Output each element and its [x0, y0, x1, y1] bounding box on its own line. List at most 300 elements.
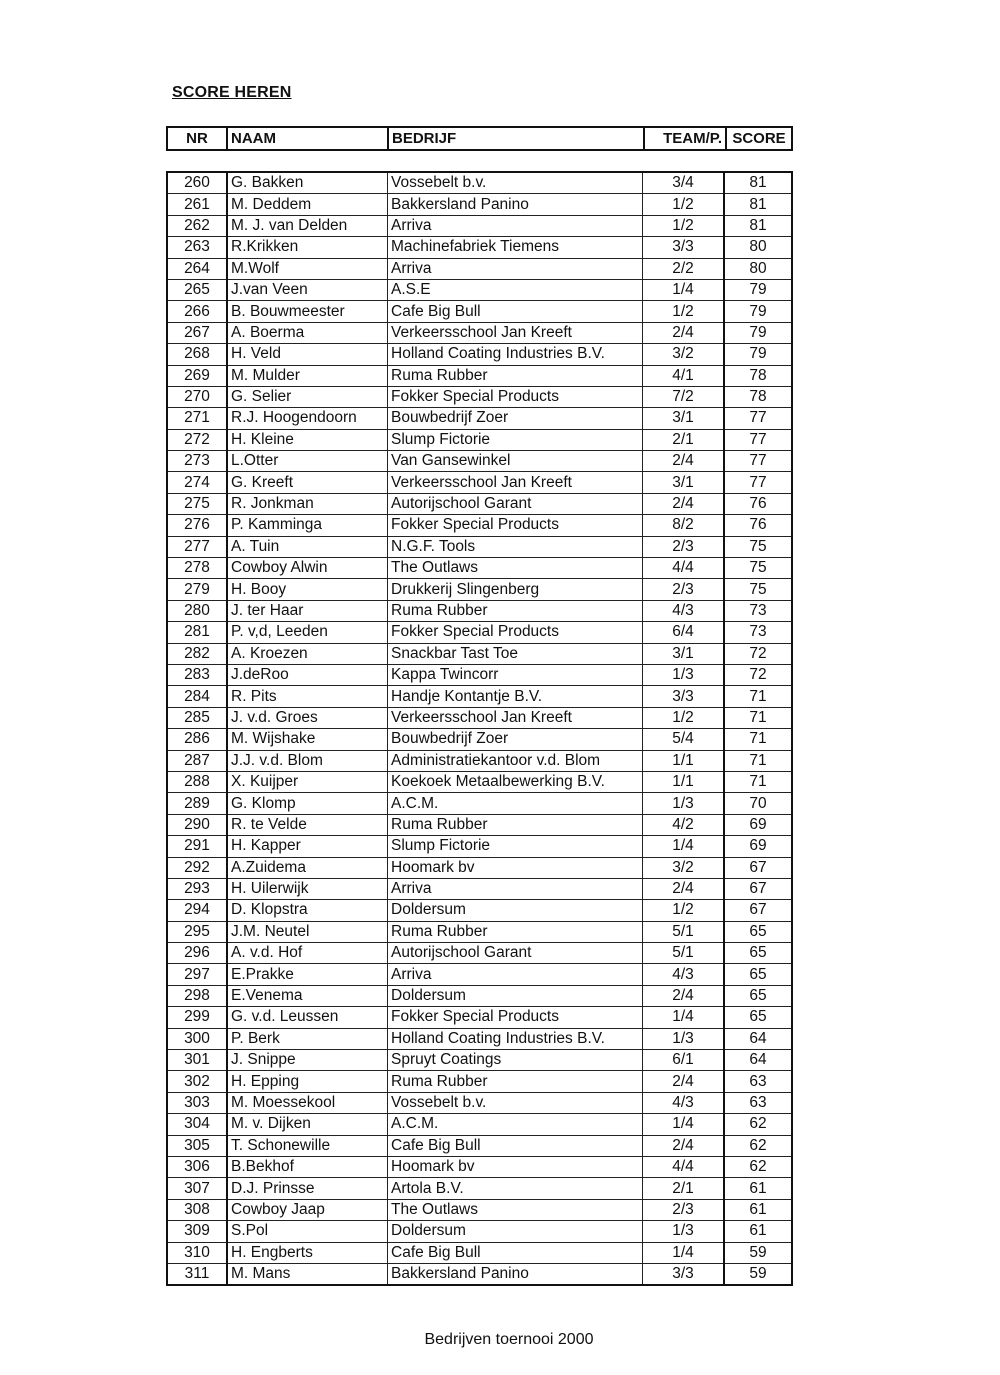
cell-nr: 262 [167, 215, 227, 236]
table-row [167, 921, 792, 942]
table-row [167, 686, 792, 707]
cell-nr: 279 [167, 579, 227, 600]
cell-team: 3/2 [643, 857, 725, 878]
cell-naam: G. v.d. Leussen [227, 1007, 388, 1028]
cell-bedrijf: A.C.M. [388, 793, 643, 814]
table-row [167, 472, 792, 493]
cell-team: 3/4 [643, 172, 725, 194]
cell-score: 81 [724, 215, 792, 236]
cell-nr: 283 [167, 664, 227, 685]
cell-team: 1/3 [643, 664, 725, 685]
cell-nr: 278 [167, 558, 227, 579]
cell-nr: 266 [167, 301, 227, 322]
cell-naam: J. Snippe [227, 1050, 388, 1071]
cell-bedrijf: Fokker Special Products [388, 1007, 643, 1028]
cell-bedrijf: Spruyt Coatings [388, 1050, 643, 1071]
table-row [167, 258, 792, 279]
cell-team: 1/3 [643, 1028, 725, 1049]
cell-naam: J. v.d. Groes [227, 707, 388, 728]
cell-bedrijf: A.S.E [388, 279, 643, 300]
cell-team: 2/3 [643, 579, 725, 600]
cell-team: 1/1 [643, 771, 725, 792]
cell-score: 75 [724, 558, 792, 579]
cell-nr: 295 [167, 921, 227, 942]
cell-bedrijf: Koekoek Metaalbewerking B.V. [388, 771, 643, 792]
cell-naam: R.Krikken [227, 237, 388, 258]
cell-nr: 289 [167, 793, 227, 814]
cell-score: 61 [724, 1221, 792, 1242]
table-row [167, 279, 792, 300]
table-row [167, 664, 792, 685]
table-row [167, 172, 792, 194]
cell-nr: 287 [167, 750, 227, 771]
table-row [167, 536, 792, 557]
cell-bedrijf: Arriva [388, 215, 643, 236]
cell-naam: M. v. Dijken [227, 1114, 388, 1135]
table-row [167, 814, 792, 835]
cell-nr: 292 [167, 857, 227, 878]
cell-nr: 288 [167, 771, 227, 792]
cell-nr: 280 [167, 600, 227, 621]
score-table-body [167, 172, 792, 1285]
table-row [167, 1114, 792, 1135]
table-row [167, 365, 792, 386]
cell-nr: 307 [167, 1178, 227, 1199]
cell-team: 4/1 [643, 365, 725, 386]
table-row [167, 943, 792, 964]
cell-score: 80 [724, 237, 792, 258]
cell-bedrijf: Snackbar Tast Toe [388, 643, 643, 664]
cell-naam: P. v,d, Leeden [227, 622, 388, 643]
cell-naam: B. Bouwmeester [227, 301, 388, 322]
table-row [167, 579, 792, 600]
cell-score: 76 [724, 515, 792, 536]
table-row [167, 237, 792, 258]
table-row [167, 429, 792, 450]
cell-score: 78 [724, 386, 792, 407]
cell-team: 4/4 [643, 1156, 725, 1177]
cell-naam: M. Wijshake [227, 729, 388, 750]
cell-naam: G. Bakken [227, 172, 388, 194]
cell-score: 61 [724, 1199, 792, 1220]
table-row [167, 836, 792, 857]
cell-bedrijf: Arriva [388, 258, 643, 279]
cell-naam: G. Klomp [227, 793, 388, 814]
cell-bedrijf: Cafe Big Bull [388, 1135, 643, 1156]
cell-nr: 273 [167, 451, 227, 472]
cell-team: 2/4 [643, 985, 725, 1006]
cell-naam: H. Uilerwijk [227, 878, 388, 899]
table-row [167, 750, 792, 771]
cell-score: 79 [724, 279, 792, 300]
cell-naam: R. Pits [227, 686, 388, 707]
cell-score: 77 [724, 451, 792, 472]
cell-naam: J. ter Haar [227, 600, 388, 621]
table-row [167, 558, 792, 579]
cell-score: 64 [724, 1028, 792, 1049]
table-row [167, 964, 792, 985]
cell-bedrijf: Bouwbedrijf Zoer [388, 729, 643, 750]
cell-score: 63 [724, 1071, 792, 1092]
cell-team: 2/4 [643, 493, 725, 514]
cell-nr: 310 [167, 1242, 227, 1263]
cell-score: 77 [724, 472, 792, 493]
cell-naam: L.Otter [227, 451, 388, 472]
cell-nr: 299 [167, 1007, 227, 1028]
cell-score: 72 [724, 643, 792, 664]
cell-score: 78 [724, 365, 792, 386]
table-row [167, 194, 792, 215]
cell-team: 4/3 [643, 600, 725, 621]
cell-score: 75 [724, 579, 792, 600]
table-row [167, 643, 792, 664]
table-row [167, 515, 792, 536]
table-row [167, 857, 792, 878]
page-title: SCORE HEREN [172, 84, 292, 101]
cell-nr: 304 [167, 1114, 227, 1135]
cell-naam: Cowboy Alwin [227, 558, 388, 579]
cell-naam: J.J. v.d. Blom [227, 750, 388, 771]
cell-score: 67 [724, 857, 792, 878]
cell-bedrijf: Administratiekantoor v.d. Blom [388, 750, 643, 771]
cell-score: 81 [724, 172, 792, 194]
cell-nr: 311 [167, 1263, 227, 1285]
cell-score: 65 [724, 1007, 792, 1028]
table-row [167, 322, 792, 343]
cell-nr: 286 [167, 729, 227, 750]
table-row [167, 707, 792, 728]
cell-team: 6/1 [643, 1050, 725, 1071]
cell-team: 4/3 [643, 964, 725, 985]
cell-team: 2/3 [643, 1199, 725, 1220]
cell-team: 1/2 [643, 215, 725, 236]
cell-team: 1/1 [643, 750, 725, 771]
cell-naam: Cowboy Jaap [227, 1199, 388, 1220]
cell-nr: 271 [167, 408, 227, 429]
table-row [167, 1050, 792, 1071]
cell-bedrijf: Machinefabriek Tiemens [388, 237, 643, 258]
table-row [167, 878, 792, 899]
cell-nr: 275 [167, 493, 227, 514]
cell-score: 69 [724, 814, 792, 835]
cell-naam: R.J. Hoogendoorn [227, 408, 388, 429]
cell-bedrijf: Cafe Big Bull [388, 1242, 643, 1263]
cell-naam: A. v.d. Hof [227, 943, 388, 964]
cell-bedrijf: Ruma Rubber [388, 921, 643, 942]
cell-score: 70 [724, 793, 792, 814]
cell-naam: M. Mans [227, 1263, 388, 1285]
cell-naam: X. Kuijper [227, 771, 388, 792]
cell-nr: 272 [167, 429, 227, 450]
cell-team: 2/4 [643, 451, 725, 472]
cell-bedrijf: Bouwbedrijf Zoer [388, 408, 643, 429]
cell-bedrijf: Bakkersland Panino [388, 1263, 643, 1285]
table-row [167, 1263, 792, 1285]
cell-team: 1/4 [643, 1242, 725, 1263]
cell-team: 1/2 [643, 194, 725, 215]
cell-team: 1/2 [643, 707, 725, 728]
cell-nr: 261 [167, 194, 227, 215]
score-table [166, 171, 793, 1286]
cell-nr: 297 [167, 964, 227, 985]
cell-nr: 301 [167, 1050, 227, 1071]
cell-score: 62 [724, 1114, 792, 1135]
cell-team: 1/4 [643, 1114, 725, 1135]
cell-nr: 267 [167, 322, 227, 343]
cell-bedrijf: Doldersum [388, 900, 643, 921]
cell-naam: H. Booy [227, 579, 388, 600]
cell-score: 62 [724, 1156, 792, 1177]
cell-score: 80 [724, 258, 792, 279]
cell-naam: M. J. van Delden [227, 215, 388, 236]
cell-score: 62 [724, 1135, 792, 1156]
cell-score: 67 [724, 878, 792, 899]
cell-team: 3/1 [643, 408, 725, 429]
cell-bedrijf: Bakkersland Panino [388, 194, 643, 215]
cell-bedrijf: Arriva [388, 964, 643, 985]
cell-team: 5/1 [643, 921, 725, 942]
cell-naam: J.deRoo [227, 664, 388, 685]
cell-bedrijf: Hoomark bv [388, 1156, 643, 1177]
cell-score: 71 [724, 686, 792, 707]
cell-naam: A. Tuin [227, 536, 388, 557]
cell-team: 7/2 [643, 386, 725, 407]
cell-bedrijf: Autorijschool Garant [388, 493, 643, 514]
cell-score: 79 [724, 344, 792, 365]
cell-bedrijf: Verkeersschool Jan Kreeft [388, 472, 643, 493]
cell-nr: 281 [167, 622, 227, 643]
cell-naam: R. Jonkman [227, 493, 388, 514]
cell-score: 76 [724, 493, 792, 514]
cell-score: 63 [724, 1092, 792, 1113]
cell-nr: 277 [167, 536, 227, 557]
header-score: SCORE [726, 127, 792, 150]
cell-bedrijf: Handje Kontantje B.V. [388, 686, 643, 707]
cell-score: 77 [724, 429, 792, 450]
cell-team: 2/4 [643, 1135, 725, 1156]
cell-bedrijf: The Outlaws [388, 558, 643, 579]
table-row [167, 386, 792, 407]
cell-naam: H. Kleine [227, 429, 388, 450]
cell-nr: 300 [167, 1028, 227, 1049]
cell-nr: 268 [167, 344, 227, 365]
cell-score: 81 [724, 194, 792, 215]
table-row [167, 1007, 792, 1028]
cell-team: 3/1 [643, 643, 725, 664]
cell-team: 6/4 [643, 622, 725, 643]
cell-bedrijf: Hoomark bv [388, 857, 643, 878]
cell-bedrijf: Slump Fictorie [388, 429, 643, 450]
cell-bedrijf: Van Gansewinkel [388, 451, 643, 472]
cell-bedrijf: A.C.M. [388, 1114, 643, 1135]
cell-bedrijf: Cafe Big Bull [388, 301, 643, 322]
cell-naam: J.van Veen [227, 279, 388, 300]
cell-naam: A.Zuidema [227, 857, 388, 878]
cell-score: 71 [724, 729, 792, 750]
cell-nr: 306 [167, 1156, 227, 1177]
cell-team: 2/2 [643, 258, 725, 279]
table-row [167, 985, 792, 1006]
table-row [167, 1135, 792, 1156]
cell-team: 1/3 [643, 793, 725, 814]
cell-nr: 302 [167, 1071, 227, 1092]
cell-team: 1/2 [643, 301, 725, 322]
cell-team: 3/3 [643, 1263, 725, 1285]
cell-team: 3/1 [643, 472, 725, 493]
cell-nr: 276 [167, 515, 227, 536]
cell-naam: P. Kamminga [227, 515, 388, 536]
cell-score: 67 [724, 900, 792, 921]
cell-naam: H. Epping [227, 1071, 388, 1092]
cell-score: 73 [724, 622, 792, 643]
cell-nr: 294 [167, 900, 227, 921]
cell-team: 1/4 [643, 836, 725, 857]
cell-bedrijf: Verkeersschool Jan Kreeft [388, 707, 643, 728]
cell-team: 3/3 [643, 237, 725, 258]
cell-bedrijf: Ruma Rubber [388, 814, 643, 835]
cell-nr: 303 [167, 1092, 227, 1113]
table-row [167, 793, 792, 814]
cell-bedrijf: Artola B.V. [388, 1178, 643, 1199]
cell-nr: 296 [167, 943, 227, 964]
cell-score: 64 [724, 1050, 792, 1071]
cell-naam: M.Wolf [227, 258, 388, 279]
cell-naam: D. Klopstra [227, 900, 388, 921]
table-row [167, 1242, 792, 1263]
cell-naam: M. Mulder [227, 365, 388, 386]
cell-team: 2/1 [643, 429, 725, 450]
cell-naam: A. Kroezen [227, 643, 388, 664]
cell-score: 65 [724, 943, 792, 964]
cell-bedrijf: Fokker Special Products [388, 622, 643, 643]
cell-naam: R. te Velde [227, 814, 388, 835]
cell-bedrijf: Slump Fictorie [388, 836, 643, 857]
cell-bedrijf: Ruma Rubber [388, 365, 643, 386]
cell-bedrijf: Doldersum [388, 1221, 643, 1242]
cell-nr: 291 [167, 836, 227, 857]
table-row [167, 1071, 792, 1092]
cell-naam: H. Veld [227, 344, 388, 365]
footer-text: Bedrijven toernooi 2000 [424, 1331, 594, 1348]
cell-nr: 265 [167, 279, 227, 300]
table-row [167, 1028, 792, 1049]
cell-nr: 264 [167, 258, 227, 279]
table-row [167, 1221, 792, 1242]
cell-team: 4/3 [643, 1092, 725, 1113]
cell-score: 65 [724, 985, 792, 1006]
cell-nr: 260 [167, 172, 227, 194]
cell-bedrijf: Ruma Rubber [388, 600, 643, 621]
cell-naam: P. Berk [227, 1028, 388, 1049]
cell-score: 75 [724, 536, 792, 557]
cell-score: 79 [724, 322, 792, 343]
cell-team: 2/4 [643, 322, 725, 343]
table-row [167, 622, 792, 643]
cell-team: 2/4 [643, 1071, 725, 1092]
cell-team: 2/3 [643, 536, 725, 557]
cell-bedrijf: Verkeersschool Jan Kreeft [388, 322, 643, 343]
cell-nr: 290 [167, 814, 227, 835]
cell-bedrijf: Kappa Twincorr [388, 664, 643, 685]
cell-score: 77 [724, 408, 792, 429]
cell-bedrijf: Holland Coating Industries B.V. [388, 344, 643, 365]
table-row [167, 1092, 792, 1113]
cell-nr: 285 [167, 707, 227, 728]
cell-score: 72 [724, 664, 792, 685]
cell-bedrijf: Autorijschool Garant [388, 943, 643, 964]
table-row [167, 1178, 792, 1199]
table-row [167, 1156, 792, 1177]
cell-naam: E.Venema [227, 985, 388, 1006]
cell-naam: G. Kreeft [227, 472, 388, 493]
table-row [167, 729, 792, 750]
cell-nr: 293 [167, 878, 227, 899]
cell-bedrijf: The Outlaws [388, 1199, 643, 1220]
cell-naam: M. Deddem [227, 194, 388, 215]
cell-score: 59 [724, 1263, 792, 1285]
cell-team: 3/3 [643, 686, 725, 707]
cell-naam: S.Pol [227, 1221, 388, 1242]
cell-bedrijf: Drukkerij Slingenberg [388, 579, 643, 600]
cell-score: 71 [724, 771, 792, 792]
cell-naam: J.M. Neutel [227, 921, 388, 942]
cell-score: 73 [724, 600, 792, 621]
table-row [167, 451, 792, 472]
cell-score: 65 [724, 964, 792, 985]
cell-team: 4/2 [643, 814, 725, 835]
cell-team: 3/2 [643, 344, 725, 365]
cell-team: 4/4 [643, 558, 725, 579]
cell-team: 2/4 [643, 878, 725, 899]
table-row [167, 408, 792, 429]
cell-bedrijf: Doldersum [388, 985, 643, 1006]
cell-score: 59 [724, 1242, 792, 1263]
cell-team: 8/2 [643, 515, 725, 536]
table-row [167, 771, 792, 792]
column-header-row [166, 126, 793, 151]
table-row [167, 215, 792, 236]
cell-bedrijf: Fokker Special Products [388, 386, 643, 407]
cell-naam: H. Engberts [227, 1242, 388, 1263]
header-naam: NAAM [227, 127, 388, 150]
cell-nr: 305 [167, 1135, 227, 1156]
cell-bedrijf: Vossebelt b.v. [388, 172, 643, 194]
cell-team: 2/1 [643, 1178, 725, 1199]
table-row [167, 493, 792, 514]
cell-nr: 263 [167, 237, 227, 258]
cell-naam: D.J. Prinsse [227, 1178, 388, 1199]
cell-bedrijf: Holland Coating Industries B.V. [388, 1028, 643, 1049]
cell-naam: A. Boerma [227, 322, 388, 343]
cell-naam: B.Bekhof [227, 1156, 388, 1177]
cell-score: 71 [724, 707, 792, 728]
cell-score: 69 [724, 836, 792, 857]
cell-team: 1/4 [643, 1007, 725, 1028]
cell-bedrijf: N.G.F. Tools [388, 536, 643, 557]
cell-bedrijf: Arriva [388, 878, 643, 899]
cell-bedrijf: Ruma Rubber [388, 1071, 643, 1092]
cell-score: 71 [724, 750, 792, 771]
cell-team: 5/4 [643, 729, 725, 750]
cell-naam: G. Selier [227, 386, 388, 407]
cell-naam: H. Kapper [227, 836, 388, 857]
cell-nr: 274 [167, 472, 227, 493]
cell-nr: 309 [167, 1221, 227, 1242]
table-row [167, 1199, 792, 1220]
header-nr: NR [167, 127, 227, 150]
table-row [167, 900, 792, 921]
cell-nr: 308 [167, 1199, 227, 1220]
